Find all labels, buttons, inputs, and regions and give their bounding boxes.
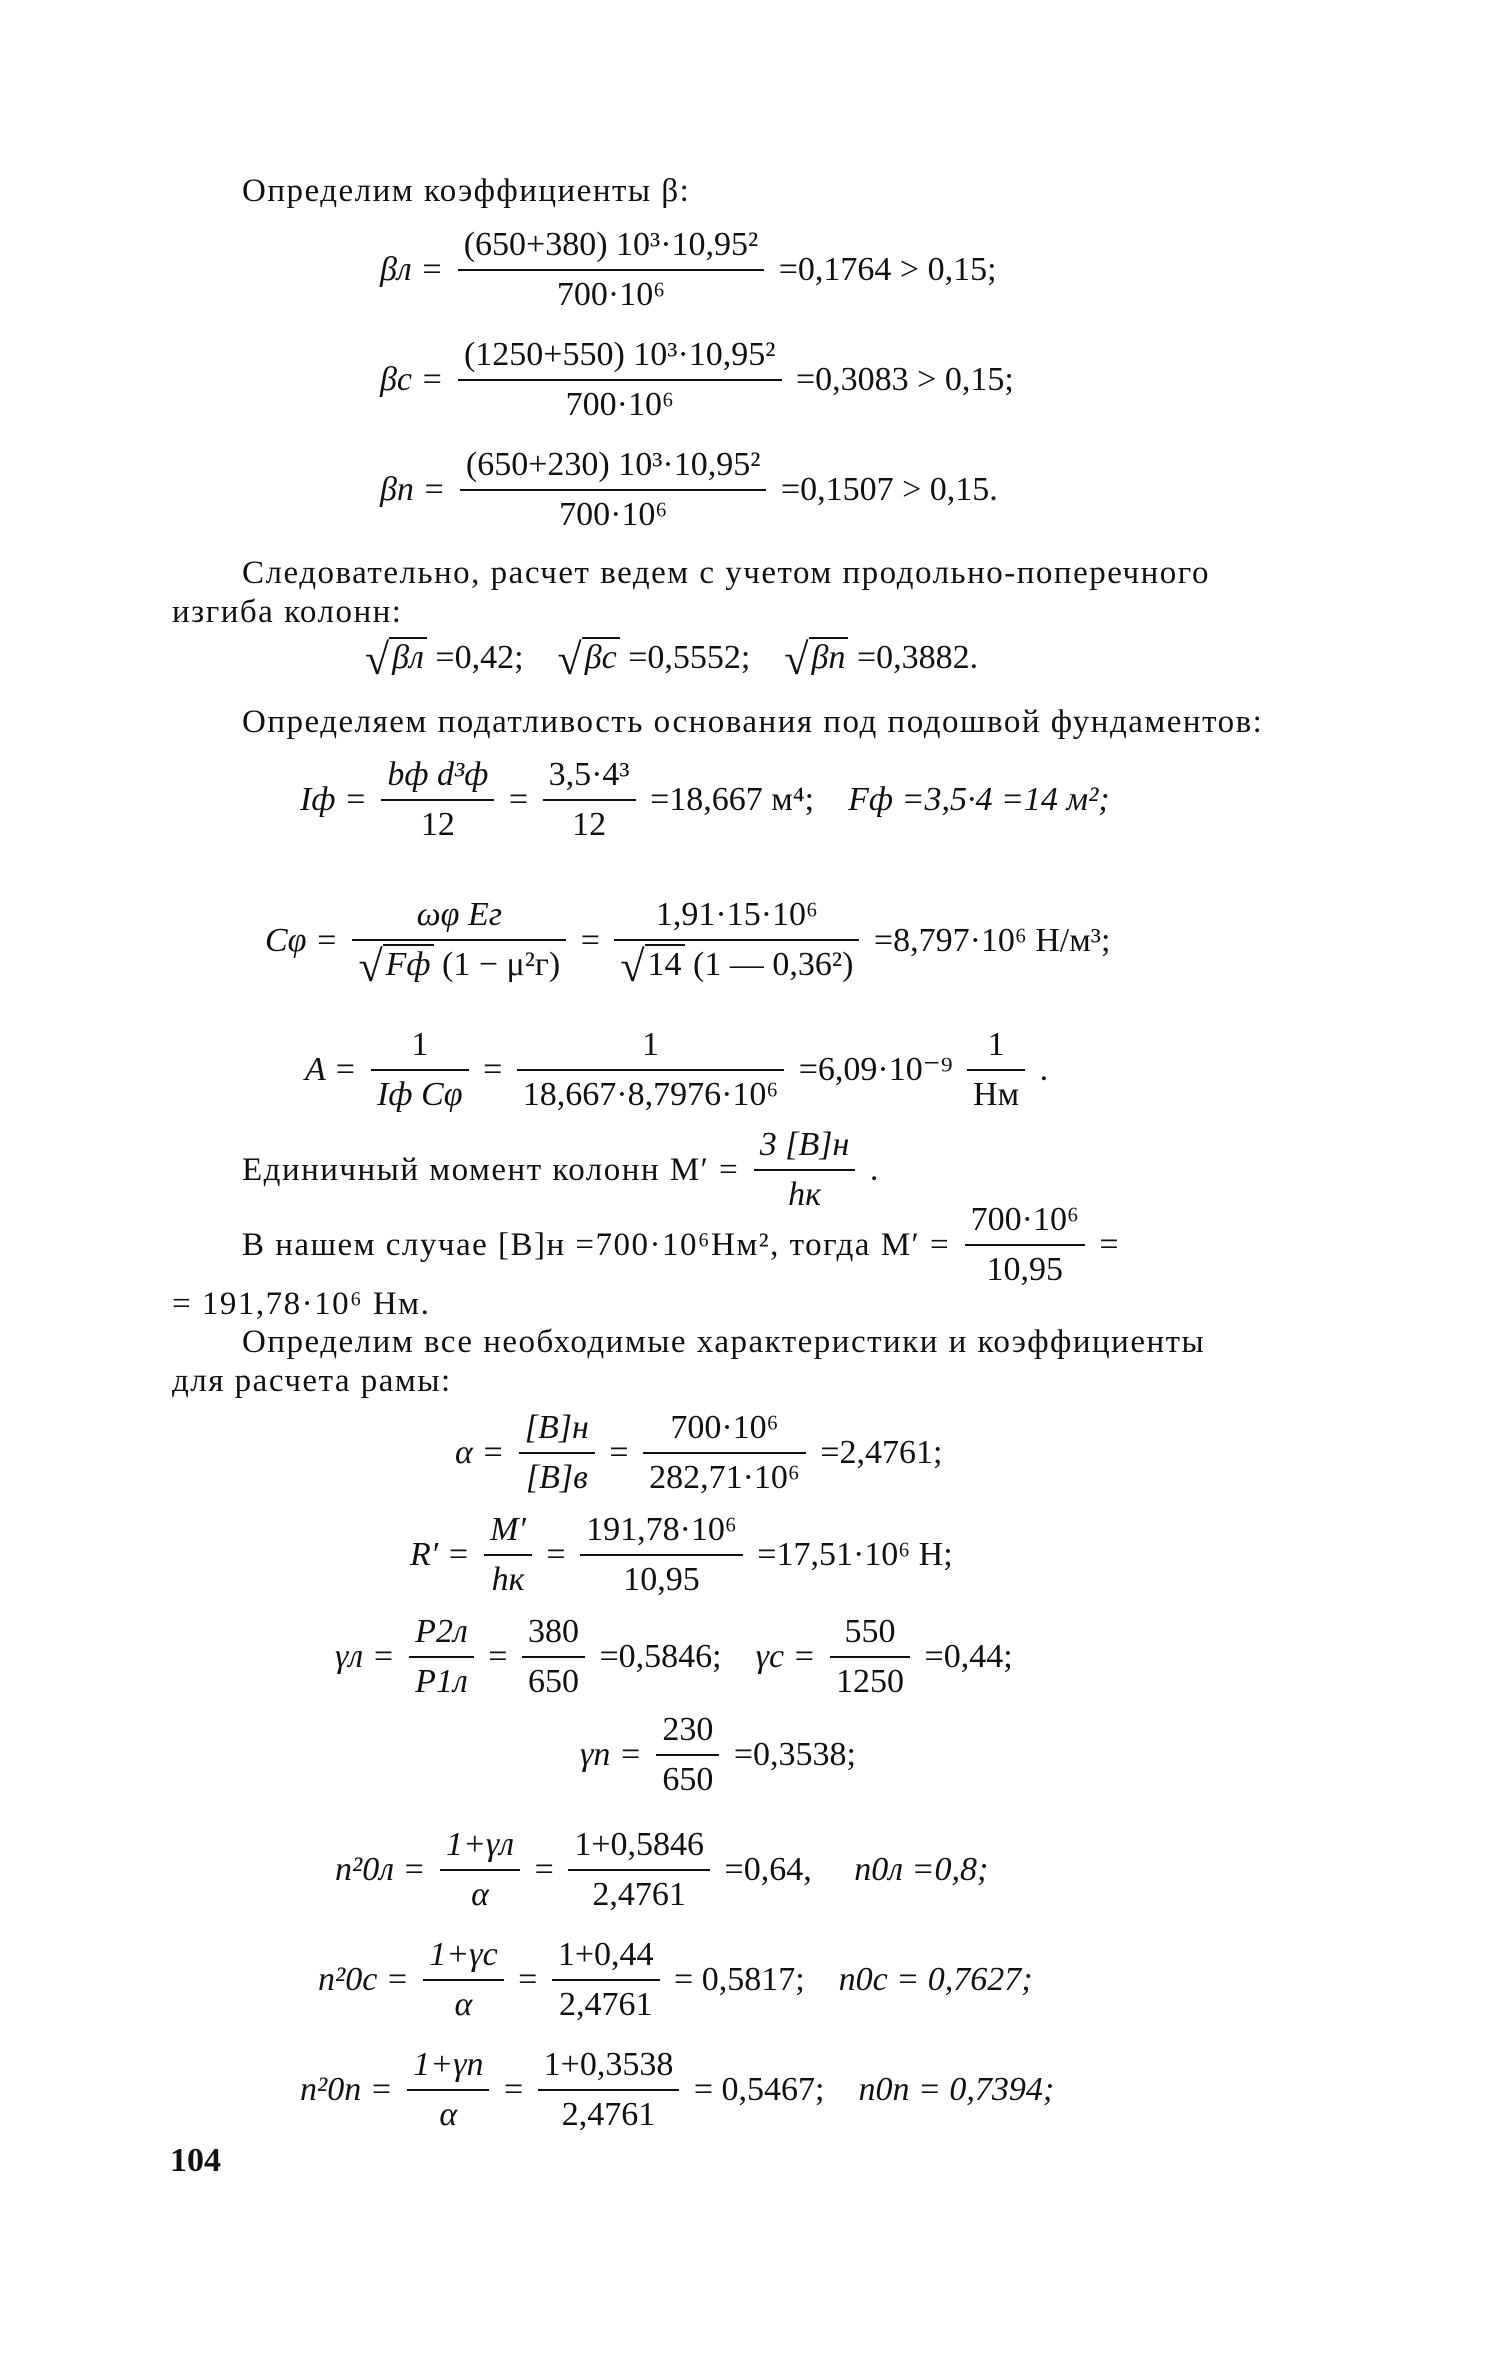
gamma-l-denominator-numeric: 650	[527, 1663, 579, 1700]
beta-c-result: =0,3083 > 0,15;	[796, 361, 1014, 398]
r-prime-result: =17,51·10⁶ Н;	[757, 1536, 953, 1573]
beta-l-denominator: 700·10⁶	[556, 276, 666, 313]
sqrt-beta-l: √βл	[365, 638, 427, 680]
stiffness-lhs: Cφ =	[265, 922, 338, 960]
our-case-equals: =	[1099, 1226, 1119, 1263]
n-p-numerator-numeric: 1+0,3538	[538, 2045, 680, 2091]
gamma-c-lhs: γс =	[755, 1638, 816, 1675]
stiffness-denominator-numeric: √14 (1 — 0,36²)	[620, 942, 854, 992]
consequently-text-line2: изгиба колонн:	[172, 594, 403, 630]
n-c-lhs: n²0с =	[318, 1961, 409, 1998]
gamma-c-denominator: 1250	[836, 1663, 905, 1700]
compliance-a-numerator-symbolic: 1	[371, 1025, 468, 1071]
sqrt-beta-line	[365, 635, 979, 685]
compliance-a-denominator-numeric: 18,667·8,7976·10⁶	[522, 1076, 779, 1113]
n-p-equals: =	[503, 2071, 524, 2108]
compliance-a-unit-numerator: 1	[967, 1025, 1025, 1071]
stiffness-formula	[265, 895, 1111, 992]
n-l-fraction-symbolic	[440, 1825, 520, 1915]
unit-moment-text: Единичный момент колонн M′ =	[242, 1152, 740, 1188]
area-formula: Fф =3,5·4 =14 м²;	[848, 781, 1110, 818]
beta-p-lhs: βп =	[380, 471, 446, 508]
sqrt-beta-l-value: =0,42;	[435, 639, 524, 676]
beta-p-numerator: (650+230) 10³·10,95²	[460, 445, 767, 491]
n-l-lhs: n²0л =	[335, 1851, 426, 1888]
compliance-text: Определяем податливость основания под подошвой фундаментов:	[242, 704, 1264, 740]
gamma-p-numerator: 230	[656, 1710, 719, 1756]
gamma-l-denominator-symbolic: P1л	[415, 1663, 468, 1700]
alpha-equals: =	[609, 1434, 629, 1471]
beta-l-fraction	[458, 225, 765, 315]
beta-c-numerator: (1250+550) 10³·10,95²	[458, 335, 782, 381]
gamma-l-lhs: γл =	[335, 1638, 395, 1675]
n-p-fraction-symbolic	[407, 2045, 489, 2135]
n-l-tail: n0л =0,8;	[854, 1851, 989, 1888]
alpha-result: =2,4761;	[820, 1434, 943, 1471]
gamma-l-fraction-numeric	[522, 1612, 585, 1702]
stiffness-fraction-numeric	[614, 895, 859, 992]
result-moment-text: = 191,78·10⁶ Нм.	[172, 1286, 431, 1322]
inertia-denominator-symbolic: 12	[420, 806, 455, 843]
inertia-denominator-numeric: 12	[572, 806, 607, 843]
stiffness-denominator-symbolic: √Fф (1 − μ²г)	[358, 942, 561, 992]
alpha-formula	[455, 1408, 942, 1498]
n-l-numerator-symbolic: 1+γл	[440, 1825, 520, 1871]
r-prime-denominator-symbolic: hк	[491, 1561, 525, 1598]
define-all-text-line2: для расчета рамы:	[172, 1363, 452, 1399]
beta-intro-text: Определим коэффициенты β:	[242, 173, 691, 209]
r-prime-numerator-numeric: 191,78·10⁶	[580, 1510, 743, 1556]
n-c-numerator-numeric: 1+0,44	[552, 1935, 660, 1981]
gamma-l-result: =0,5846;	[599, 1638, 722, 1675]
n-c-result: = 0,5817;	[674, 1961, 805, 1998]
compliance-a-denominator-symbolic: Iф Cφ	[377, 1076, 463, 1113]
n-p-numerator-symbolic: 1+γп	[407, 2045, 489, 2091]
beta-c-lhs: βс =	[380, 361, 444, 398]
compliance-a-unit-denominator: Нм	[973, 1076, 1020, 1113]
n-c-fraction-numeric	[552, 1935, 660, 2025]
inertia-equals: =	[508, 781, 529, 818]
n-c-tail: n0с = 0,7627;	[838, 1961, 1033, 1998]
r-prime-equals: =	[546, 1536, 566, 1573]
compliance-a-numerator-numeric: 1	[517, 1025, 785, 1071]
r-prime-lhs: R′ =	[410, 1536, 470, 1573]
n-c-denominator-numeric: 2,4761	[558, 1986, 653, 2023]
alpha-numerator-symbolic: [B]н	[519, 1408, 595, 1454]
beta-l-lhs: βл =	[380, 251, 444, 288]
gamma-c-fraction	[830, 1612, 910, 1702]
beta-l-formula	[380, 225, 997, 315]
unit-moment-end: .	[869, 1151, 879, 1188]
n-p-fraction-numeric	[538, 2045, 680, 2135]
inertia-numerator-numeric: 3,5·4³	[543, 755, 636, 801]
beta-p-result: =0,1507 > 0,15.	[780, 471, 998, 508]
sqrt-beta-p: √βп	[784, 638, 848, 680]
n-c-numerator-symbolic: 1+γс	[423, 1935, 503, 1981]
beta-c-formula	[380, 335, 1014, 425]
compliance-a-lhs: A =	[305, 1051, 357, 1088]
alpha-lhs: α =	[455, 1434, 505, 1471]
unit-moment-denominator: hк	[788, 1176, 822, 1213]
n-c-fraction-symbolic	[423, 1935, 503, 2025]
n-p-formula	[300, 2045, 1054, 2135]
beta-l-numerator: (650+380) 10³·10,95²	[458, 225, 765, 271]
sqrt-beta-c-value: =0,5552;	[628, 639, 751, 676]
inertia-lhs: Iф =	[300, 781, 367, 818]
n-l-fraction-numeric	[568, 1825, 710, 1915]
sqrt-beta-c: √βс	[558, 638, 620, 680]
compliance-a-equals: =	[483, 1051, 503, 1088]
beta-c-fraction	[458, 335, 782, 425]
beta-c-denominator: 700·10⁶	[565, 386, 674, 423]
n-p-tail: n0п = 0,7394;	[858, 2071, 1055, 2108]
n-l-formula	[335, 1825, 988, 1915]
define-all-text-line1: Определим все необходимые характеристики и коэффициенты	[242, 1324, 1206, 1360]
our-case-numerator: 700·10⁶	[965, 1200, 1085, 1246]
n-c-formula	[318, 1935, 1033, 2025]
alpha-denominator-symbolic: [B]в	[525, 1459, 588, 1496]
our-case-fraction	[965, 1200, 1085, 1290]
alpha-denominator-numeric: 282,71·10⁶	[649, 1459, 800, 1496]
beta-p-fraction	[460, 445, 767, 535]
gamma-p-formula	[580, 1710, 856, 1800]
inertia-result: =18,667 м⁴;	[650, 781, 815, 818]
n-c-denominator-symbolic: α	[454, 1986, 473, 2023]
gamma-c-result: =0,44;	[924, 1638, 1013, 1675]
compliance-a-end: .	[1039, 1051, 1049, 1088]
r-prime-numerator-symbolic: M′	[484, 1510, 532, 1556]
r-prime-denominator-numeric: 10,95	[623, 1561, 700, 1598]
gamma-l-numerator-symbolic: P2л	[409, 1612, 474, 1658]
our-case-text: В нашем случае [B]н =700·10⁶Нм², тогда M′ =	[242, 1227, 951, 1263]
stiffness-numerator-symbolic: ωφ Eг	[352, 895, 566, 941]
consequently-text-line1: Следовательно, расчет ведем с учетом продольно-поперечного	[242, 555, 1211, 591]
stiffness-equals: =	[580, 922, 600, 960]
sqrt-beta-p-value: =0,3882.	[856, 639, 979, 676]
page-number: 104	[170, 2142, 221, 2179]
inertia-fraction-symbolic	[381, 755, 494, 845]
gamma-l-equals: =	[488, 1638, 508, 1675]
gamma-p-denominator: 650	[662, 1761, 714, 1798]
r-prime-fraction-numeric	[580, 1510, 743, 1600]
gamma-p-lhs: γп =	[580, 1736, 642, 1773]
compliance-a-result: =6,09·10⁻⁹	[798, 1051, 953, 1088]
n-p-result: = 0,5467;	[693, 2071, 825, 2108]
alpha-numerator-numeric: 700·10⁶	[643, 1408, 806, 1454]
n-l-numerator-numeric: 1+0,5846	[568, 1825, 710, 1871]
compliance-a-formula	[305, 1025, 1048, 1115]
n-p-lhs: n²0п =	[300, 2071, 393, 2108]
beta-l-result: =0,1764 > 0,15;	[778, 251, 997, 288]
stiffness-fraction-symbolic	[352, 895, 566, 992]
our-case-denominator: 10,95	[986, 1251, 1063, 1288]
n-l-equals: =	[534, 1851, 554, 1888]
alpha-fraction-numeric	[643, 1408, 806, 1498]
our-case-line	[242, 1200, 1119, 1290]
gamma-c-numerator: 550	[830, 1612, 910, 1658]
gamma-p-result: =0,3538;	[733, 1736, 856, 1773]
inertia-fraction-numeric	[543, 755, 636, 845]
gamma-l-numerator-numeric: 380	[522, 1612, 585, 1658]
r-prime-fraction-symbolic	[484, 1510, 532, 1600]
unit-moment-numerator: 3 [B]н	[754, 1125, 856, 1171]
r-prime-formula	[410, 1510, 953, 1600]
beta-p-formula	[380, 445, 998, 535]
gamma-lc-formula	[335, 1612, 1013, 1702]
n-p-denominator-numeric: 2,4761	[561, 2096, 656, 2133]
compliance-a-fraction-numeric	[517, 1025, 785, 1115]
alpha-fraction-symbolic	[519, 1408, 595, 1498]
n-l-denominator-symbolic: α	[471, 1876, 489, 1913]
compliance-a-fraction-symbolic	[371, 1025, 468, 1115]
n-l-denominator-numeric: 2,4761	[592, 1876, 686, 1913]
stiffness-numerator-numeric: 1,91·15·10⁶	[614, 895, 859, 941]
n-l-result: =0,64,	[724, 1851, 812, 1888]
gamma-l-fraction-symbolic	[409, 1612, 474, 1702]
inertia-formula	[300, 755, 1110, 845]
compliance-a-unit-fraction	[967, 1025, 1025, 1115]
n-p-denominator-symbolic: α	[439, 2096, 458, 2133]
inertia-numerator-symbolic: bф d³ф	[381, 755, 494, 801]
beta-p-denominator: 700·10⁶	[559, 496, 668, 533]
stiffness-result: =8,797·10⁶ Н/м³;	[873, 922, 1111, 960]
n-c-equals: =	[518, 1961, 538, 1998]
gamma-p-fraction	[656, 1710, 719, 1800]
